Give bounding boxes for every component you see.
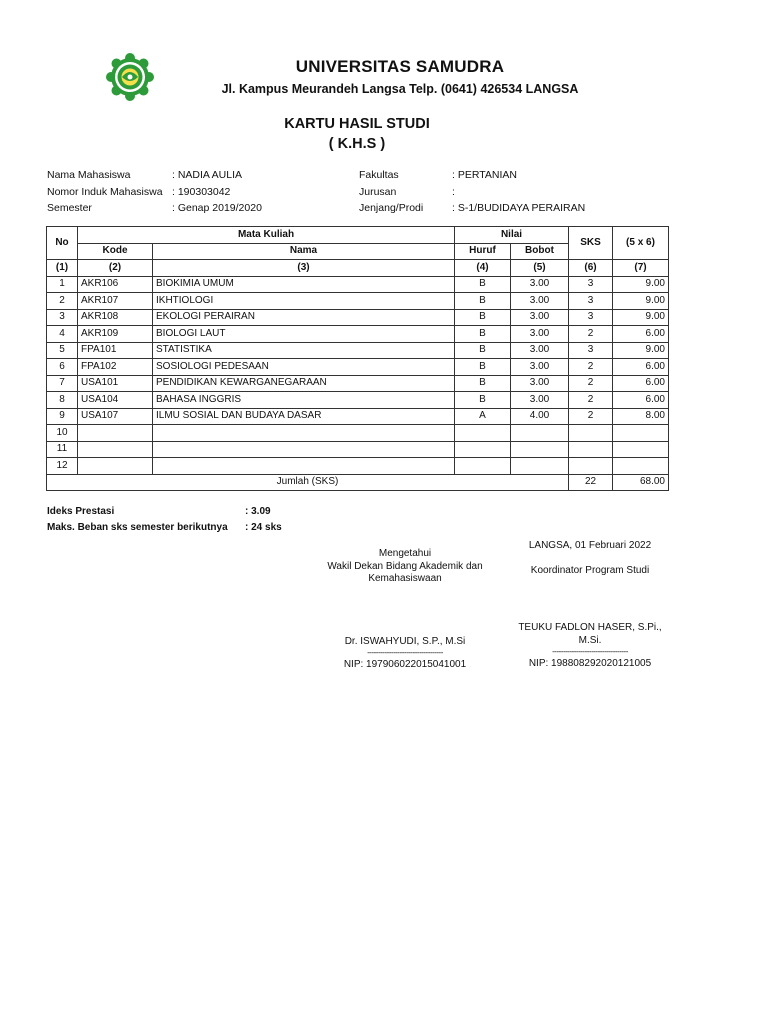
cell-bobot: 4.00 bbox=[511, 408, 569, 425]
table-row bbox=[47, 392, 669, 409]
cell-total: 9.00 bbox=[613, 342, 669, 359]
right-title: Koordinator Program Studi bbox=[530, 564, 650, 576]
cell-sks: 3 bbox=[569, 276, 613, 293]
cell-huruf bbox=[455, 425, 511, 442]
cell-sks bbox=[569, 425, 613, 442]
cell-kode: AKR108 bbox=[78, 309, 153, 326]
cell-huruf: B bbox=[455, 326, 511, 343]
cell-kode: USA107 bbox=[78, 408, 153, 425]
header-nama: Nama bbox=[153, 243, 455, 260]
header-mata-kuliah: Mata Kuliah bbox=[78, 227, 455, 244]
colnum-5: (5) bbox=[511, 260, 569, 277]
cell-total: 6.00 bbox=[613, 326, 669, 343]
left-line-3: Kemahasiswaan bbox=[368, 573, 442, 584]
cell-kode bbox=[78, 441, 153, 458]
cell-no: 6 bbox=[47, 359, 78, 376]
colnum-6: (6) bbox=[569, 260, 613, 277]
university-address: Jl. Kampus Meurandeh Langsa Telp. (0641) 426534 LANGSA bbox=[221, 82, 579, 96]
table-row bbox=[47, 293, 669, 310]
cell-nama bbox=[153, 425, 455, 442]
cell-huruf bbox=[455, 458, 511, 475]
cell-no: 3 bbox=[47, 309, 78, 326]
table-row bbox=[47, 326, 669, 343]
cell-nama: STATISTIKA bbox=[153, 342, 455, 359]
cell-sks: 2 bbox=[569, 392, 613, 409]
cell-no: 12 bbox=[47, 458, 78, 475]
left-signer-name: Dr. ISWAHYUDI, S.P., M.Si bbox=[344, 635, 466, 647]
document-title bbox=[200, 114, 514, 154]
semester-value: : Genap 2019/2020 bbox=[172, 202, 262, 214]
total-label: Jumlah (SKS) bbox=[47, 474, 569, 491]
cell-bobot: 3.00 bbox=[511, 276, 569, 293]
cell-huruf bbox=[455, 441, 511, 458]
cell-total: 9.00 bbox=[613, 276, 669, 293]
nim-value: : 190303042 bbox=[172, 185, 231, 198]
cell-nama: BIOLOGI LAUT bbox=[153, 326, 455, 343]
cell-kode: AKR109 bbox=[78, 326, 153, 343]
cell-sks bbox=[569, 441, 613, 458]
summary-values bbox=[245, 504, 282, 536]
header-no: No bbox=[47, 227, 78, 260]
cell-total: 6.00 bbox=[613, 392, 669, 409]
ip-label: Ideks Prestasi bbox=[47, 506, 115, 517]
cell-no: 9 bbox=[47, 408, 78, 425]
right-date: LANGSA, 01 Februari 2022 bbox=[528, 540, 652, 551]
cell-sks: 2 bbox=[569, 375, 613, 392]
header-sks: SKS bbox=[569, 227, 613, 260]
grades-table bbox=[46, 226, 669, 491]
cell-nama: PENDIDIKAN KEWARGANEGARAAN bbox=[153, 375, 455, 392]
cell-nama: IKHTIOLOGI bbox=[153, 293, 455, 310]
colnum-2: (2) bbox=[78, 260, 153, 277]
beban-value: : 24 sks bbox=[245, 522, 282, 533]
cell-no: 7 bbox=[47, 375, 78, 392]
cell-bobot: 3.00 bbox=[511, 359, 569, 376]
cell-sks: 3 bbox=[569, 342, 613, 359]
colnum-7: (7) bbox=[613, 260, 669, 277]
university-name: UNIVERSITAS SAMUDRA bbox=[295, 57, 505, 76]
cell-sks: 3 bbox=[569, 293, 613, 310]
cell-no: 1 bbox=[47, 276, 78, 293]
cell-nama: SOSIOLOGI PEDESAAN bbox=[153, 359, 455, 376]
name-label: Nama Mahasiswa bbox=[47, 169, 131, 181]
header-5x6: (5 x 6) bbox=[613, 227, 669, 260]
faculty-label: Fakultas bbox=[359, 169, 399, 181]
header-huruf: Huruf bbox=[455, 243, 511, 260]
cell-kode: AKR106 bbox=[78, 276, 153, 293]
cell-bobot bbox=[511, 425, 569, 442]
header-kode: Kode bbox=[78, 243, 153, 260]
left-nip: NIP: 197906022015041001 bbox=[343, 659, 467, 670]
university-logo bbox=[104, 53, 156, 101]
student-info-labels bbox=[47, 167, 163, 217]
cell-bobot: 3.00 bbox=[511, 392, 569, 409]
cell-sks bbox=[569, 458, 613, 475]
table-row bbox=[47, 342, 669, 359]
cell-bobot: 3.00 bbox=[511, 326, 569, 343]
beban-label: Maks. Beban sks semester berikutnya bbox=[47, 522, 228, 533]
cell-kode: USA104 bbox=[78, 392, 153, 409]
major-label: Jurusan bbox=[359, 185, 397, 198]
cell-total: 8.00 bbox=[613, 408, 669, 425]
cell-kode: AKR107 bbox=[78, 293, 153, 310]
title-line-2: ( K.H.S ) bbox=[328, 136, 386, 152]
cell-sks: 2 bbox=[569, 359, 613, 376]
table-row bbox=[47, 359, 669, 376]
cell-huruf: A bbox=[455, 408, 511, 425]
cell-nama: BIOKIMIA UMUM bbox=[153, 276, 455, 293]
cell-nama: BAHASA INGGRIS bbox=[153, 392, 455, 409]
colnum-4: (4) bbox=[455, 260, 511, 277]
cell-bobot: 3.00 bbox=[511, 342, 569, 359]
colnum-1: (1) bbox=[47, 260, 78, 277]
nim-label: Nomor Induk Mahasiswa bbox=[47, 185, 163, 198]
signature-left bbox=[310, 548, 500, 672]
table-row bbox=[47, 408, 669, 425]
cell-kode bbox=[78, 425, 153, 442]
cell-sks: 2 bbox=[569, 408, 613, 425]
cell-kode: USA101 bbox=[78, 375, 153, 392]
cell-total bbox=[613, 441, 669, 458]
cell-bobot: 3.00 bbox=[511, 375, 569, 392]
cell-kode: FPA101 bbox=[78, 342, 153, 359]
title-line-1: KARTU HASIL STUDI bbox=[284, 116, 430, 132]
program-info-values bbox=[452, 167, 585, 217]
cell-total bbox=[613, 425, 669, 442]
cell-bobot: 3.00 bbox=[511, 293, 569, 310]
cell-no: 2 bbox=[47, 293, 78, 310]
cell-total bbox=[613, 458, 669, 475]
cell-huruf: B bbox=[455, 293, 511, 310]
header-bobot: Bobot bbox=[511, 243, 569, 260]
total-sks: 22 bbox=[569, 474, 613, 491]
cell-bobot: 3.00 bbox=[511, 309, 569, 326]
header-row-1 bbox=[47, 227, 669, 244]
name-value: : NADIA AULIA bbox=[172, 169, 243, 181]
cell-nama bbox=[153, 458, 455, 475]
major-value: : bbox=[452, 185, 455, 198]
cell-bobot bbox=[511, 441, 569, 458]
cell-nama: EKOLOGI PERAIRAN bbox=[153, 309, 455, 326]
cell-sks: 2 bbox=[569, 326, 613, 343]
cell-huruf: B bbox=[455, 392, 511, 409]
cell-kode bbox=[78, 458, 153, 475]
cell-total: 6.00 bbox=[613, 359, 669, 376]
cell-nama bbox=[153, 441, 455, 458]
faculty-value: : PERTANIAN bbox=[452, 169, 517, 181]
signature-right bbox=[510, 540, 670, 671]
left-dash: ----------------------------------- bbox=[367, 648, 443, 657]
table-row bbox=[47, 309, 669, 326]
grade-rows bbox=[47, 276, 669, 474]
cell-no: 5 bbox=[47, 342, 78, 359]
cell-no: 8 bbox=[47, 392, 78, 409]
cell-no: 10 bbox=[47, 425, 78, 442]
cell-bobot bbox=[511, 458, 569, 475]
header-nilai: Nilai bbox=[455, 227, 569, 244]
right-signer-name-1: TEUKU FADLON HASER, S.Pi., bbox=[518, 622, 662, 633]
colnum-3: (3) bbox=[153, 260, 455, 277]
semester-label: Semester bbox=[47, 202, 92, 214]
level-label: Jenjang/Prodi bbox=[359, 202, 424, 214]
cell-nama: ILMU SOSIAL DAN BUDAYA DASAR bbox=[153, 408, 455, 425]
column-number-row bbox=[47, 260, 669, 277]
cell-huruf: B bbox=[455, 342, 511, 359]
ip-value: : 3.09 bbox=[245, 506, 271, 517]
cell-huruf: B bbox=[455, 309, 511, 326]
summary-labels bbox=[47, 504, 228, 536]
right-nip: NIP: 198808292020121005 bbox=[528, 658, 652, 669]
cell-sks: 3 bbox=[569, 309, 613, 326]
cell-total: 9.00 bbox=[613, 293, 669, 310]
student-info-values bbox=[172, 167, 262, 217]
cell-huruf: B bbox=[455, 375, 511, 392]
total-value: 68.00 bbox=[613, 474, 669, 491]
table-row bbox=[47, 425, 669, 442]
cell-no: 4 bbox=[47, 326, 78, 343]
program-info-labels bbox=[359, 167, 423, 217]
right-dash: ----------------------------------- bbox=[552, 647, 628, 656]
cell-kode: FPA102 bbox=[78, 359, 153, 376]
cell-huruf: B bbox=[455, 276, 511, 293]
table-row bbox=[47, 375, 669, 392]
left-line-2: Wakil Dekan Bidang Akademik dan bbox=[327, 560, 483, 572]
table-row bbox=[47, 458, 669, 475]
table-row bbox=[47, 441, 669, 458]
left-line-1: Mengetahui bbox=[378, 548, 432, 559]
cell-total: 9.00 bbox=[613, 309, 669, 326]
right-signer-name-2: M.Si. bbox=[578, 634, 602, 646]
table-row bbox=[47, 276, 669, 293]
cell-no: 11 bbox=[47, 441, 78, 458]
total-row bbox=[47, 474, 669, 491]
cell-huruf: B bbox=[455, 359, 511, 376]
cell-total: 6.00 bbox=[613, 375, 669, 392]
level-value: : S-1/BUDIDAYA PERAIRAN bbox=[452, 202, 586, 214]
